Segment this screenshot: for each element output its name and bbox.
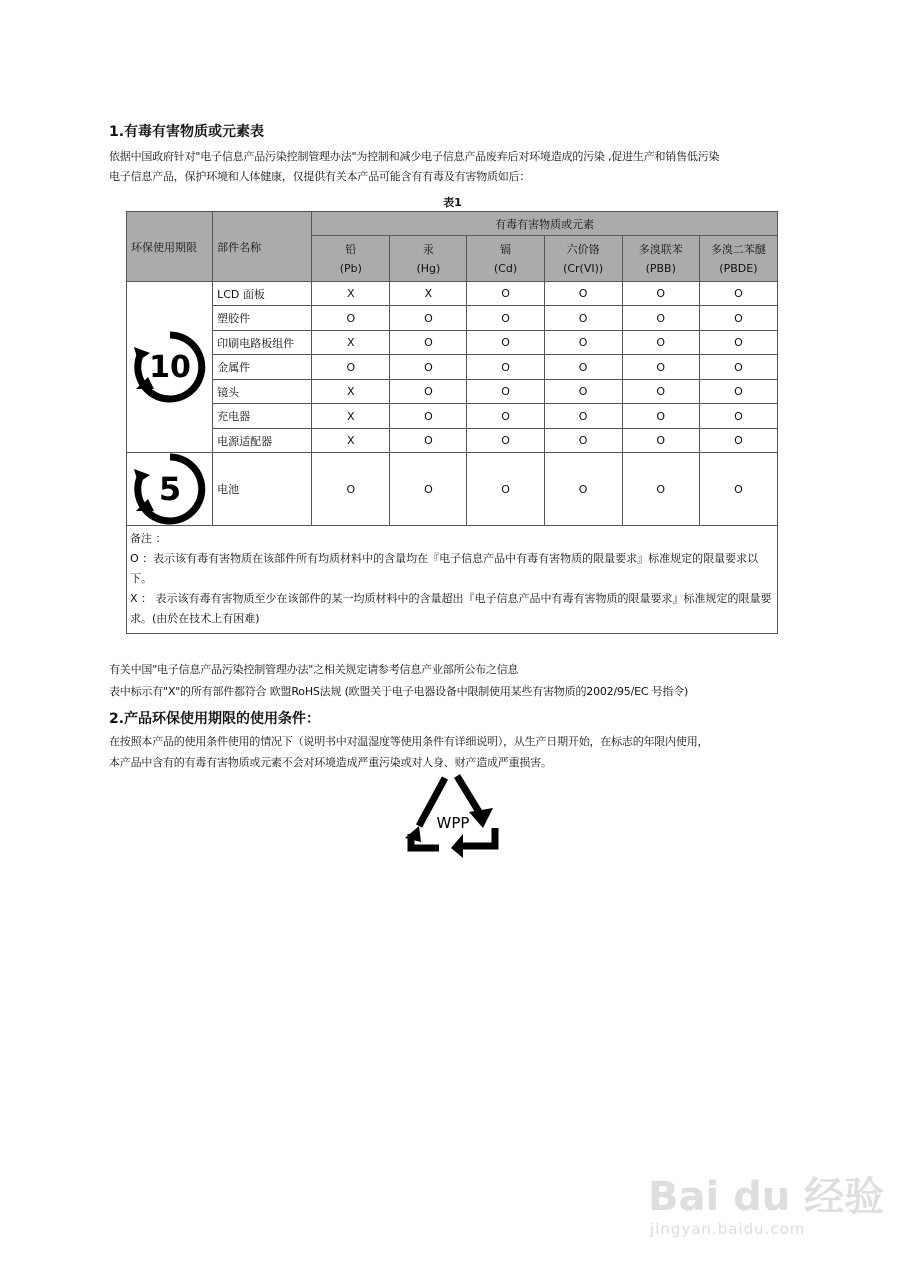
header-substance: 铅 (Pb) <box>312 236 390 282</box>
table-cell: O <box>699 306 777 331</box>
period-5-cell <box>127 453 213 526</box>
table-cell: O <box>544 355 622 380</box>
table-row <box>127 331 778 355</box>
epup-10-years-icon <box>134 331 206 403</box>
header-substance: 镉 (Cd) <box>467 236 544 282</box>
epup-5-years-icon <box>134 453 206 525</box>
header-substance: 多溴联苯 (PBB) <box>622 236 699 282</box>
table-cell: O <box>312 453 390 526</box>
table-cell: X <box>312 404 390 429</box>
info-line1: 有关中国"电子信息产品污染控制管理办法"之相关规定请参考信息产业部所公布之信息 <box>109 663 519 676</box>
table-cell: O <box>622 282 699 306</box>
table-cell: X <box>312 331 390 355</box>
part-name: 充电器 <box>213 404 312 429</box>
table-cell: X <box>312 282 390 306</box>
header-part-name: 部件名称 <box>213 212 312 282</box>
table-cell: O <box>390 380 467 404</box>
table-cell: O <box>544 282 622 306</box>
baidu-watermark-logo: Bai du 经验 <box>648 1174 885 1220</box>
table-cell: O <box>390 453 467 526</box>
table-row <box>127 453 778 526</box>
table-notes <box>127 526 778 634</box>
table-cell: O <box>467 404 544 429</box>
part-name: 镜头 <box>213 380 312 404</box>
table-cell: O <box>699 380 777 404</box>
table-cell: X <box>312 429 390 453</box>
table-cell: O <box>390 331 467 355</box>
table-cell: O <box>699 331 777 355</box>
section2-title: 2.产品环保使用期限的使用条件： <box>109 711 321 727</box>
notes-x-definition: X ： 表示该有毒有害物质至少在该部件的某一均质材料中的含量超出『电子信息产品中有毒有害物质的限量要求』标准规定的限量要求。(由於在技术上有困难) <box>130 592 772 625</box>
table-cell: O <box>467 282 544 306</box>
table-cell: O <box>390 306 467 331</box>
table-cell: O <box>622 306 699 331</box>
notes-o-definition: O ：表示该有毒有害物质在该部件所有均质材料中的含量均在『电子信息产品中有毒有害物质的限量要求』标准规定的限量要求以下。 <box>130 552 759 585</box>
part-name: LCD 面板 <box>213 282 312 306</box>
table-cell: O <box>467 306 544 331</box>
section1-paragraph-line2: 电子信息产品，保护环境和人体健康，仅提供有关本产品可能含有有毒及有害物质如后： <box>109 170 531 183</box>
header-substance: 多溴二苯醚 (PBDE) <box>699 236 777 282</box>
table-cell: O <box>467 355 544 380</box>
info-line2: 表中标示有"X"的所有部件都符合 欧盟RoHS法规 (欧盟关于电子电器设备中限制使用某些有害物质的2002/95/EC 号指令) <box>109 685 689 698</box>
table-cell: O <box>544 404 622 429</box>
table-cell: O <box>544 429 622 453</box>
header-substance: 六价铬 (Cr(VI)) <box>544 236 622 282</box>
recycle-triangle-icon <box>405 768 501 860</box>
table-cell: O <box>390 355 467 380</box>
header-substance-group: 有毒有害物质或元素 <box>312 212 778 236</box>
table-cell: O <box>467 331 544 355</box>
recycle-label: WPP <box>436 814 470 832</box>
table-cell: O <box>467 429 544 453</box>
baidu-watermark-url: jingyan.baidu.com <box>650 1220 806 1238</box>
notes-label: 备注 ： <box>130 532 167 545</box>
table-row <box>127 282 778 306</box>
hazardous-substance-table <box>126 211 778 634</box>
section2-paragraph-line2: 本产品中含有的有毒有害物质或元素不会对环境造成严重污染或对人身、财产造成严重损害。 <box>109 756 552 769</box>
section1-paragraph-line1: 依据中国政府针对"电子信息产品污染控制管理办法"为控制和减少电子信息产品废弃后对环境造成的污染 ,促进生产和销售低污染 <box>109 150 720 163</box>
table-cell: O <box>699 404 777 429</box>
table-cell: O <box>622 453 699 526</box>
table-cell: O <box>622 331 699 355</box>
table-cell: O <box>699 429 777 453</box>
table-cell: O <box>622 380 699 404</box>
table-cell: O <box>312 306 390 331</box>
table-cell: O <box>699 453 777 526</box>
table-cell: O <box>544 306 622 331</box>
table-row <box>127 380 778 404</box>
svg-text:10: 10 <box>148 350 191 385</box>
table-row <box>127 404 778 429</box>
table-cell: X <box>312 380 390 404</box>
header-substance: 汞 (Hg) <box>390 236 467 282</box>
part-name: 电池 <box>213 453 312 526</box>
table-cell: O <box>699 282 777 306</box>
table-cell: O <box>544 453 622 526</box>
table-cell: O <box>622 404 699 429</box>
header-period: 环保使用期限 <box>127 212 213 282</box>
table-cell: O <box>312 355 390 380</box>
table-cell: O <box>390 404 467 429</box>
part-name: 印刷电路板组件 <box>213 331 312 355</box>
table-caption: 表1 <box>443 196 462 209</box>
table-cell: O <box>622 429 699 453</box>
table-cell: O <box>467 453 544 526</box>
table-cell: O <box>622 355 699 380</box>
table-row <box>127 355 778 380</box>
table-cell: O <box>544 380 622 404</box>
period-10-cell <box>127 282 213 453</box>
section2-paragraph-line1: 在按照本产品的使用条件使用的情况下（说明书中对温湿度等使用条件有详细说明），从生产日期开始，在标志的年限内使用， <box>109 735 709 748</box>
part-name: 塑胶件 <box>213 306 312 331</box>
table-row <box>127 429 778 453</box>
table-cell: O <box>467 380 544 404</box>
table-cell: O <box>390 429 467 453</box>
table-row <box>127 306 778 331</box>
part-name: 电源适配器 <box>213 429 312 453</box>
svg-text:5: 5 <box>158 470 181 508</box>
part-name: 金属件 <box>213 355 312 380</box>
section1-title: 1.有毒有害物质或元素表 <box>109 124 265 140</box>
table-cell: O <box>544 331 622 355</box>
table-cell: X <box>390 282 467 306</box>
table-cell: O <box>699 355 777 380</box>
